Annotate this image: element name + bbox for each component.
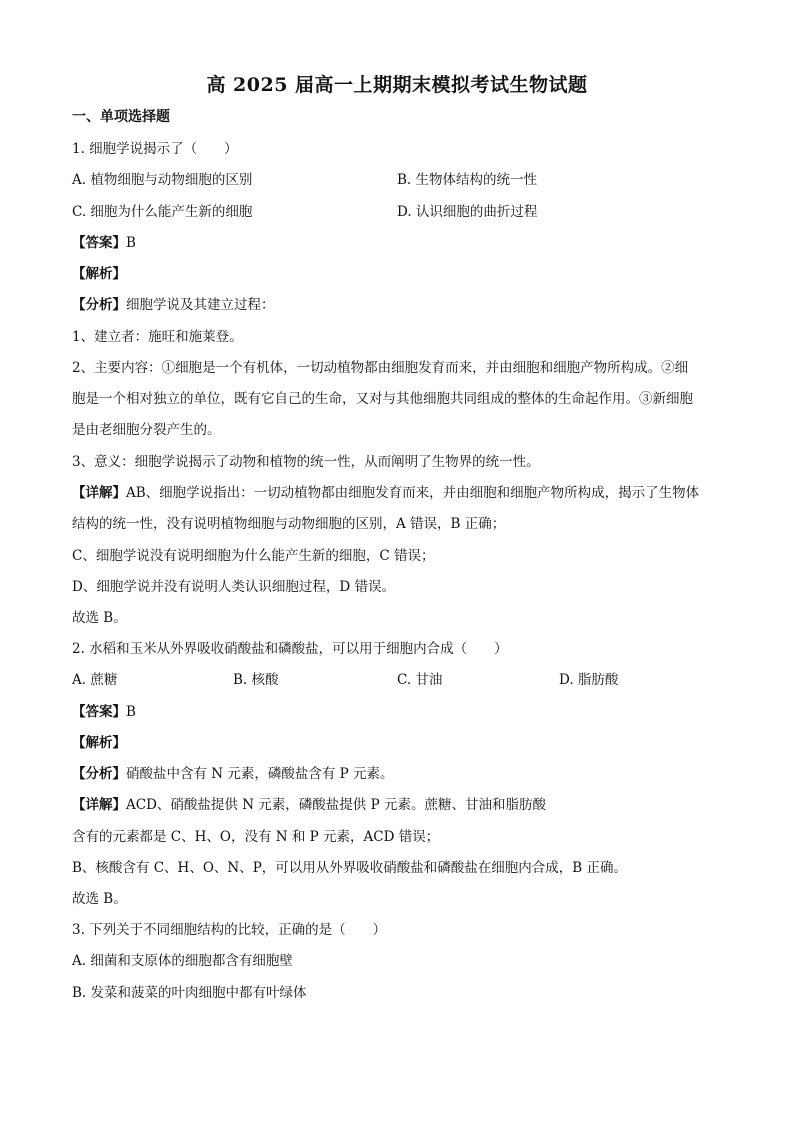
q2-stem: 2. 水稻和玉米从外界吸收硝酸盐和磷酸盐，可以用于细胞内合成（ ） xyxy=(72,641,508,657)
answer-value: B xyxy=(126,235,136,251)
q1-point-2c: 是由老细胞分裂产生的。 xyxy=(72,422,221,438)
q1-option-b: B. 生物体结构的统一性 xyxy=(397,172,538,188)
section-heading: 一、单项选择题 xyxy=(72,109,170,125)
q2-fenxi xyxy=(72,765,732,783)
q2-option-c: C. 甘油 xyxy=(397,672,443,688)
q1-xiangjie-d: D、细胞学说并没有说明人类认识细胞过程，D 错误。 xyxy=(72,579,395,595)
q2-option-b: B. 核酸 xyxy=(233,672,279,688)
fenxi-tag: 【分析】 xyxy=(72,297,126,313)
answer-tag: 【答案】 xyxy=(72,235,126,251)
answer-tag: 【答案】 xyxy=(72,704,126,720)
xiangjie-text: AB、细胞学说指出：一切动植物都由细胞发育而来，并由细胞和细胞产物所构成，揭示了生物体 xyxy=(126,485,700,501)
q1-conclusion: 故选 B。 xyxy=(72,610,127,626)
q1-point-3: 3、意义：细胞学说揭示了动物和植物的统一性，从而阐明了生物界的统一性。 xyxy=(72,454,540,470)
q2-xiangjie-a xyxy=(72,796,732,814)
q1-xiangjie-b: 结构的统一性，没有说明植物细胞与动物细胞的区别，A 错误，B 正确； xyxy=(72,516,506,532)
xiangjie-text: ACD、硝酸盐提供 N 元素，磷酸盐提供 P 元素。蔗糖、甘油和脂肪酸 xyxy=(126,797,546,813)
q3-option-b: B. 发菜和菠菜的叶肉细胞中都有叶绿体 xyxy=(72,985,307,1001)
document-title: 高 2025 届高一上期期末模拟考试生物试题 xyxy=(206,74,588,96)
q1-point-2a: 2、主要内容：①细胞是一个有机体，一切动植物都由细胞发育而来，并由细胞和细胞产物所构成。②细 xyxy=(72,360,689,376)
q1-point-2b: 胞是一个相对独立的单位，既有它自己的生命，又对与其他细胞共同组成的整体的生命起作用。③新细胞 xyxy=(72,391,693,407)
q1-answer xyxy=(72,234,732,252)
q2-option-d: D. 脂肪酸 xyxy=(559,672,619,688)
fenxi-text: 硝酸盐中含有 N 元素，磷酸盐含有 P 元素。 xyxy=(126,766,394,782)
q2-xiangjie-c: B、核酸含有 C、H、O、N、P，可以用从外界吸收硝酸盐和磷酸盐在细胞内合成，B 正确。 xyxy=(72,860,627,876)
q2-option-a: A. 蔗糖 xyxy=(72,672,118,688)
q3-stem: 3. 下列关于不同细胞结构的比较，正确的是（ ） xyxy=(72,922,387,938)
q2-answer xyxy=(72,703,732,721)
fenxi-tag: 【分析】 xyxy=(72,766,126,782)
q1-option-d: D. 认识细胞的曲折过程 xyxy=(397,204,538,220)
q1-option-a: A. 植物细胞与动物细胞的区别 xyxy=(72,172,253,188)
q1-point-1: 1、建立者：施旺和施莱登。 xyxy=(72,329,243,345)
q1-xiangjie-c: C、细胞学说没有说明细胞为什么能产生新的细胞，C 错误； xyxy=(72,548,435,564)
q2-analysis-tag: 【解析】 xyxy=(72,735,126,751)
fenxi-text: 细胞学说及其建立过程： xyxy=(126,297,275,313)
q1-fenxi xyxy=(72,296,732,314)
q3-option-a: A. 细菌和支原体的细胞都含有细胞壁 xyxy=(72,953,293,969)
q1-xiangjie-a xyxy=(72,484,732,502)
q1-stem: 1. 细胞学说揭示了（ ） xyxy=(72,141,238,157)
q2-conclusion: 故选 B。 xyxy=(72,891,127,907)
q2-xiangjie-b: 含有的元素都是 C、H、O，没有 N 和 P 元素，ACD 错误； xyxy=(72,829,440,845)
q1-analysis-tag: 【解析】 xyxy=(72,266,126,282)
xiangjie-tag: 【详解】 xyxy=(72,485,126,501)
q1-option-c: C. 细胞为什么能产生新的细胞 xyxy=(72,204,253,220)
xiangjie-tag: 【详解】 xyxy=(72,797,126,813)
answer-value: B xyxy=(126,704,136,720)
